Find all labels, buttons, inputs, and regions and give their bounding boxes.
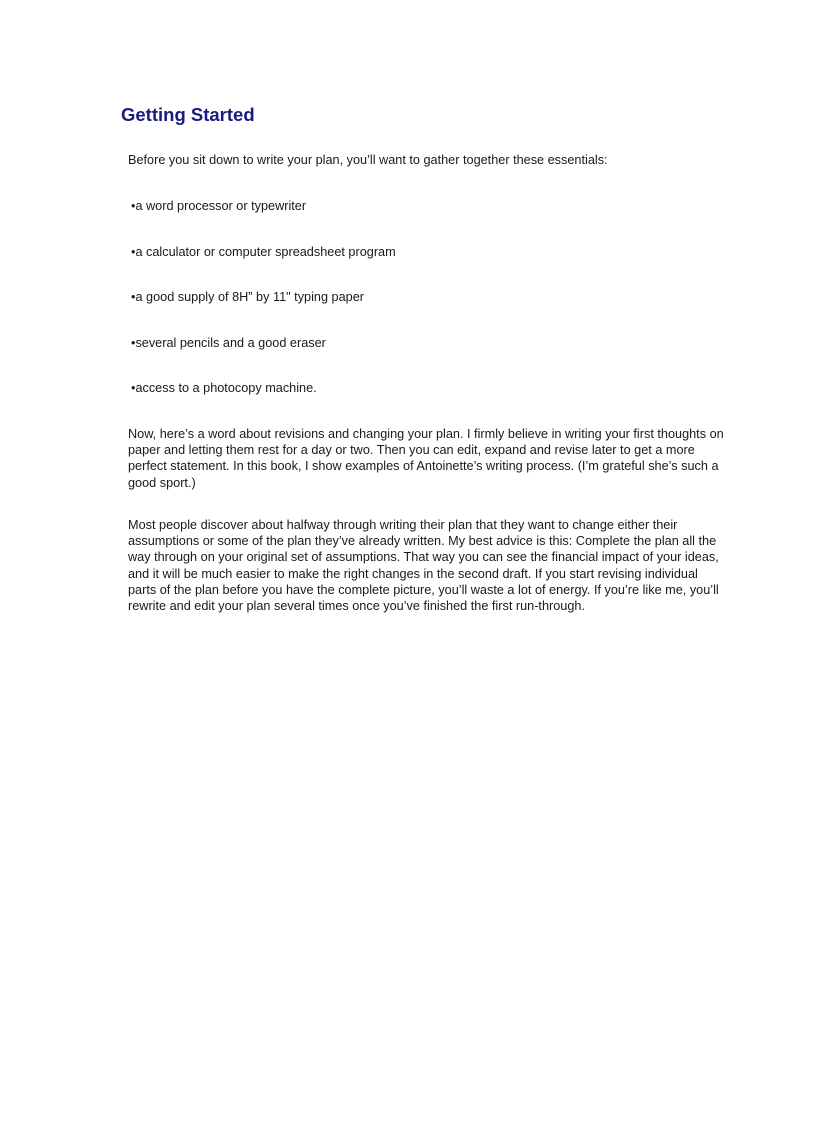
list-item: •a word processor or typewriter xyxy=(131,199,307,213)
page-title: Getting Started xyxy=(121,104,255,125)
advice-paragraph: Most people discover about halfway through writing their plan that they want to change either their assumptions or some of the plan they’ve already written. My best advice is this: Complete the plan all the way through on your original set of assumptions. That way you can see the financial impact of your ideas, and it will be much easier to make the right changes in the second draft. If you start revising individual parts of the plan before you have the complete picture, you’ll waste a lot of energy. If you’re like me, you’ll rewrite and edit your plan several times once you’ve finished the first run-through. xyxy=(128,518,719,614)
list-item: •access to a photocopy machine. xyxy=(131,381,317,395)
revisions-paragraph: Now, here’s a word about revisions and changing your plan. I firmly believe in writing your first thoughts on paper and letting them rest for a day or two. Then you can edit, expand and revise later to get a more perfect statement. In this book, I show examples of Antoinette’s writing process. (I’m grateful she’s such a good sport.) xyxy=(128,427,724,490)
list-item: •a calculator or computer spreadsheet program xyxy=(131,244,396,259)
list-item: •several pencils and a good eraser xyxy=(131,335,326,350)
essentials-list xyxy=(131,198,396,426)
list-item: •a good supply of 8H” by 11" typing paper xyxy=(131,290,365,304)
intro-paragraph: Before you sit down to write your plan, you’ll want to gather together these essentials: xyxy=(128,153,608,167)
